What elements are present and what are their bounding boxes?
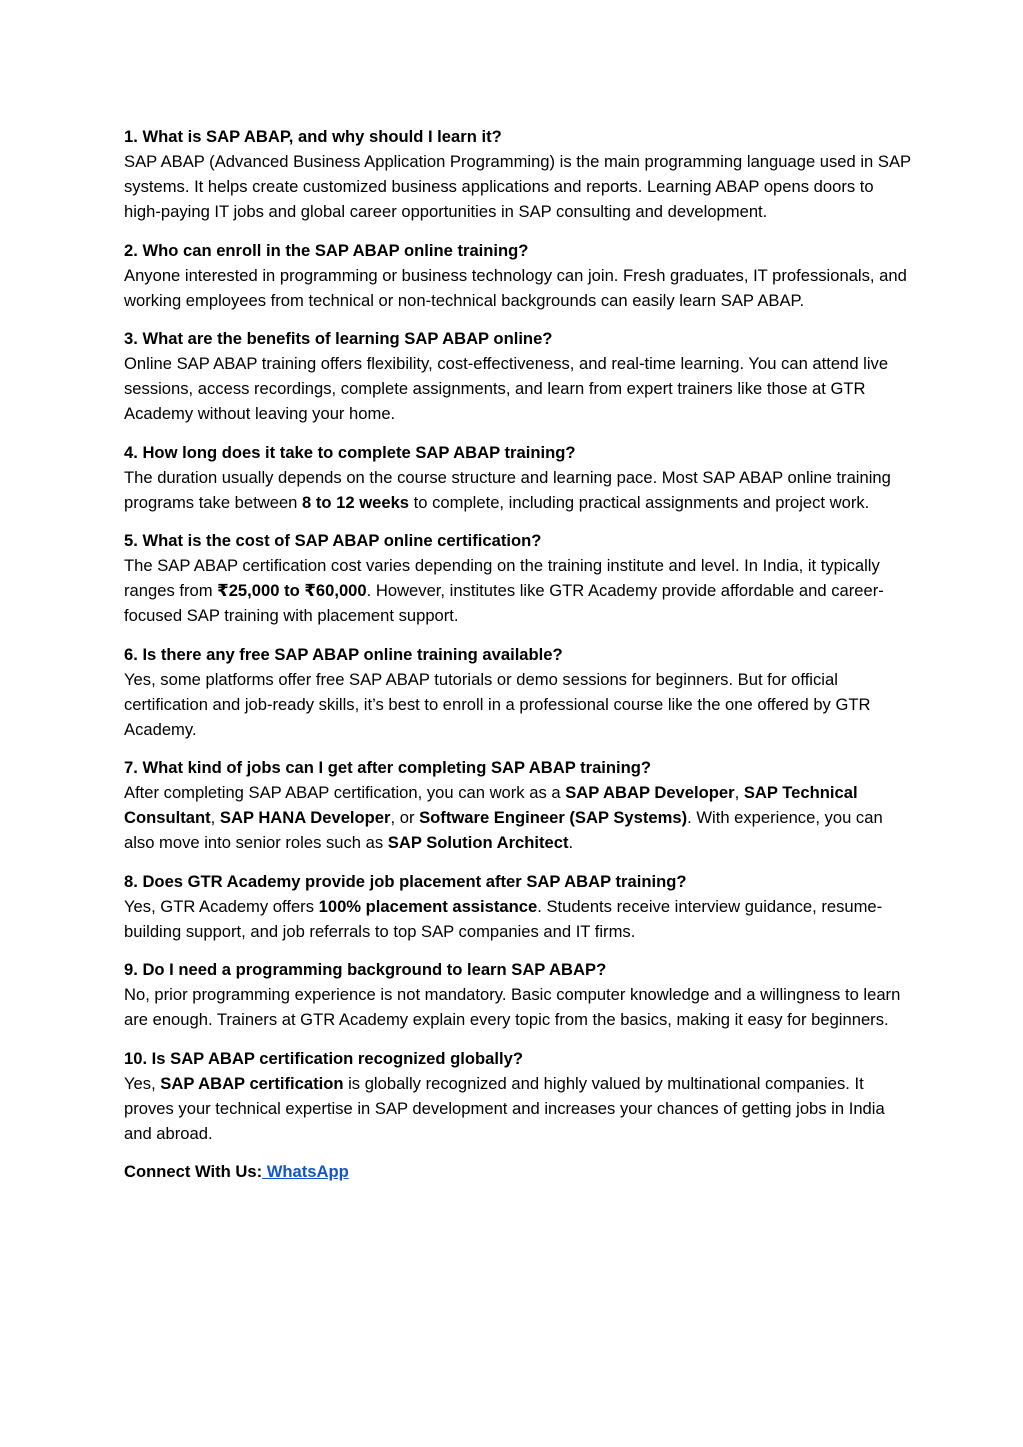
answer-bold-text: SAP ABAP certification: [160, 1073, 344, 1093]
answer-bold-text: ₹25,000 to ₹60,000: [217, 581, 367, 600]
answer-bold-text: SAP ABAP Developer: [565, 783, 735, 802]
faq-item: [124, 957, 914, 1032]
answer-text: The SAP ABAP certification cost varies depending on the training institute and level. In India, it typically ranges from: [124, 556, 880, 600]
faq-item: [124, 124, 914, 224]
answer-text: The duration usually depends on the course structure and learning pace. Most SAP ABAP online training programs take between: [124, 467, 891, 512]
faq-answer: [124, 667, 914, 742]
faq-question: 1. What is SAP ABAP, and why should I learn it?: [124, 127, 502, 146]
answer-text: to complete, including practical assignments and project work.: [409, 492, 870, 512]
faq-item: [124, 869, 914, 944]
faq-answer: [124, 149, 914, 224]
answer-text: Anyone interested in programming or business technology can join. Fresh graduates, IT professionals, and working employees from technical or non-technical backgrounds can easily learn SAP ABAP.: [124, 265, 907, 310]
answer-text: After completing SAP ABAP certification, you can work as a: [124, 783, 566, 802]
answer-text: Yes, some platforms offer free SAP ABAP tutorials or demo sessions for beginners. But for official certification and job-ready skills, it’s best to enroll in a professional course like the one offered by GTR Academy.: [124, 669, 871, 739]
faq-answer: [124, 263, 914, 313]
faq-answer: [124, 1071, 914, 1146]
answer-bold-text: SAP Solution Architect: [387, 833, 569, 852]
answer-text: .: [568, 833, 574, 852]
answer-bold-text: SAP Technical Consultant: [124, 783, 858, 827]
faq-answer: [124, 465, 914, 515]
answer-bold-text: SAP HANA Developer: [219, 808, 391, 827]
answer-text: Yes, GTR Academy offers: [124, 896, 319, 916]
answer-text: SAP ABAP (Advanced Business Application Programming) is the main programming language used in SAP systems. It helps create customized business applications and reports. Learning ABAP opens doors to high-paying IT jobs and global career opportunities in SAP consulting and development.: [124, 152, 911, 221]
answer-text: , or: [390, 808, 420, 827]
answer-text: No, prior programming experience is not mandatory. Basic computer knowledge and a willingness to learn are enough. Trainers at GTR Academy explain every topic from the basics, making it easy for beginners.: [124, 985, 901, 1029]
faq-question: 2. Who can enroll in the SAP ABAP online training?: [124, 240, 529, 260]
answer-text: Yes,: [124, 1073, 161, 1093]
document-body: [124, 124, 914, 1184]
answer-text: is globally recognized and highly valued by multinational companies. It proves your technical expertise in SAP development and increases your chances of getting jobs in India and abroad.: [124, 1073, 885, 1143]
connect-line: [124, 1159, 914, 1184]
faq-question: 3. What are the benefits of learning SAP ABAP online?: [124, 329, 553, 348]
faq-item: [124, 238, 914, 313]
connect-label: Connect With Us:: [124, 1162, 263, 1181]
answer-text: . Students receive interview guidance, resume-building support, and job referrals to top SAP companies and IT firms.: [124, 896, 883, 941]
answer-bold-text: Software Engineer (SAP Systems): [419, 808, 688, 827]
answer-text: ,: [210, 808, 220, 827]
faq-item: [124, 440, 914, 515]
answer-text: . With experience, you can also move into senior roles such as: [124, 808, 883, 852]
faq-answer: [124, 894, 914, 944]
answer-bold-text: 100% placement assistance: [318, 896, 538, 916]
whatsapp-link[interactable]: WhatsApp: [262, 1162, 349, 1181]
faq-question: 10. Is SAP ABAP certification recognized globally?: [124, 1048, 523, 1068]
faq-question: 7. What kind of jobs can I get after completing SAP ABAP training?: [124, 758, 652, 777]
faq-answer: [124, 982, 914, 1032]
faq-question: 9. Do I need a programming background to learn SAP ABAP?: [124, 960, 607, 979]
faq-question: 5. What is the cost of SAP ABAP online certification?: [124, 531, 542, 550]
faq-list: [124, 124, 914, 1146]
faq-answer: [124, 780, 914, 855]
faq-item: [124, 755, 914, 855]
faq-question: 6. Is there any free SAP ABAP online training available?: [124, 644, 563, 664]
faq-answer: [124, 351, 914, 426]
answer-text: . However, institutes like GTR Academy provide affordable and career-focused SAP training with placement support.: [124, 581, 884, 625]
faq-item: [124, 1046, 914, 1146]
answer-bold-text: 8 to 12 weeks: [302, 492, 410, 512]
answer-text: Online SAP ABAP training offers flexibility, cost-effectiveness, and real-time learning. You can attend live sessions, access recordings, complete assignments, and learn from expert trainers like those at GTR Academy without leaving your home.: [124, 354, 889, 423]
faq-answer: [124, 553, 914, 628]
answer-text: ,: [734, 783, 744, 802]
faq-item: [124, 326, 914, 426]
faq-item: [124, 642, 914, 742]
faq-question: 8. Does GTR Academy provide job placement after SAP ABAP training?: [124, 871, 687, 891]
faq-question: 4. How long does it take to complete SAP ABAP training?: [124, 442, 576, 462]
faq-item: [124, 528, 914, 628]
